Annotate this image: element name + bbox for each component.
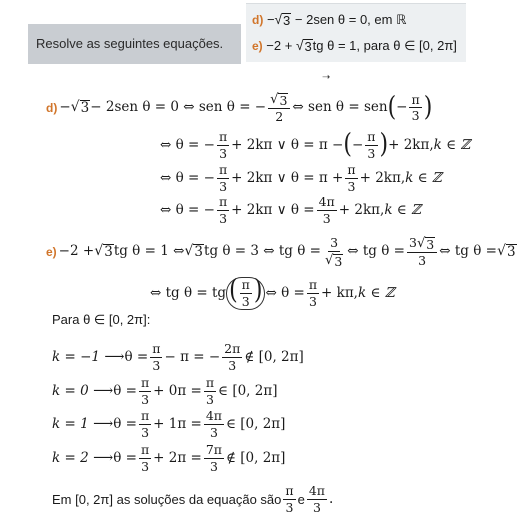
fraction: $\frac{\pi}{3}$ [367,129,376,161]
solution-d-line-1: d) − √ 3 − 2sen θ = 0 ⇔ sen θ = − √ 3 2 ⇔ sen θ = sen ( − $\frac{\pi}{3}$ ) [46,91,433,125]
exercise-instruction: Resolve as seguintes equações. [36,36,224,51]
case-row: k = 0 ⟶ θ = $\frac{\pi}{3}$ + 0π = $\frac{\pi}{3}$ ∈ [0, 2π] [52,375,278,407]
fraction: $\frac{\pi}{3}$ [308,277,318,309]
solution-d-line-2: ⇔ θ = − $\frac{\pi}{3}$ + 2kπ ∨ θ = π − ( − $\frac{\pi}{3}$ ) + 2kπ, k ∈ ℤ [160,129,471,161]
sqrt-symbol: √ 3 [70,99,90,117]
mouse-cursor-icon: ➝ [322,72,331,83]
sqrt-symbol: √ 3 [274,12,291,28]
case-row: k = 1 ⟶ θ = $\frac{\pi}{3}$ + 1π = $\frac{4\pi}{3}$ ∈ [0, 2π] [52,408,286,440]
solution-e-line-2: ⇔ tg θ = tg ( $\frac{\pi}{3}$ ) ⇔ θ = $\frac{\pi}{3}$ + kπ, k ∈ ℤ [150,274,395,309]
statement-e: e) −2 + √ 3 tg θ = 1, para θ ∈ [0, 2π] [252,38,457,54]
interval-intro: Para θ ∈ [0, 2π]: [52,312,151,327]
arrow-right-icon: ⟶ [99,349,125,366]
fraction: $\frac{\pi}{3}$ [218,194,228,226]
solution-e-label: e) [46,244,57,259]
sqrt-symbol: √ 3 [184,243,204,261]
fraction: $\frac{\pi}{3}$ [218,129,228,161]
fraction: √ 3 2 [268,92,290,124]
sqrt-symbol: √ 3 [496,243,516,261]
case-row: k = 2 ⟶ θ = $\frac{\pi}{3}$ + 2π = $\frac{7\pi}{3}$ ∉ [0, 2π] [52,442,286,474]
solution-e-line-1: e) −2 + √ 3 tg θ = 1 ⇔ √ 3 tg θ = 3 ⇔ tg θ = 3 √ 3 ⇔ tg θ = 3 √ 3 3 ⇔ tg θ = √ 3 [46,235,516,269]
arrow-right-icon: ⟶ [88,450,114,467]
fraction: $\frac{\pi}{3}$ [411,91,420,124]
fraction: $\frac{\pi}{3}$ [218,162,228,194]
solution-d-label: d) [46,100,58,115]
arrow-right-icon: ⟶ [88,383,114,400]
sqrt-symbol: √ 3 [295,38,312,54]
arrow-right-icon: ⟶ [88,416,114,433]
solution-d-line-3: ⇔ θ = − $\frac{\pi}{3}$ + 2kπ ∨ θ = π + $\frac{\pi}{3}$ + 2kπ, k ∈ ℤ [160,162,442,194]
statement-d: d) − √ 3 − 2sen θ = 0, em ℝ [252,12,407,28]
statement-e-label: e) [252,39,263,53]
case-row: k = −1 ⟶ θ = $\frac{\pi}{3}$ − π = − $\frac{2\pi}{3}$ ∉ [0, 2π] [52,341,304,373]
sqrt-symbol: √ 3 [94,243,113,261]
conclusion: Em [0, 2π] as soluções da equação são $\frac{\pi}{3}$ e $\frac{4\pi}{3}$ . [52,483,334,515]
fraction: 3 √ 3 [324,235,343,269]
fraction: 3 √ 3 3 [407,236,437,268]
fraction: $\frac{\pi}{3}$ [347,162,356,194]
statement-d-label: d) [252,13,264,27]
circled-parenthesis: ( $\frac{\pi}{3}$ ) [226,277,265,310]
fraction: $\frac{4\pi}{3}$ [318,194,335,226]
solution-d-line-4: ⇔ θ = − $\frac{\pi}{3}$ + 2kπ ∨ θ = $\frac{4\pi}{3}$ + 2kπ, k ∈ ℤ [160,194,421,226]
